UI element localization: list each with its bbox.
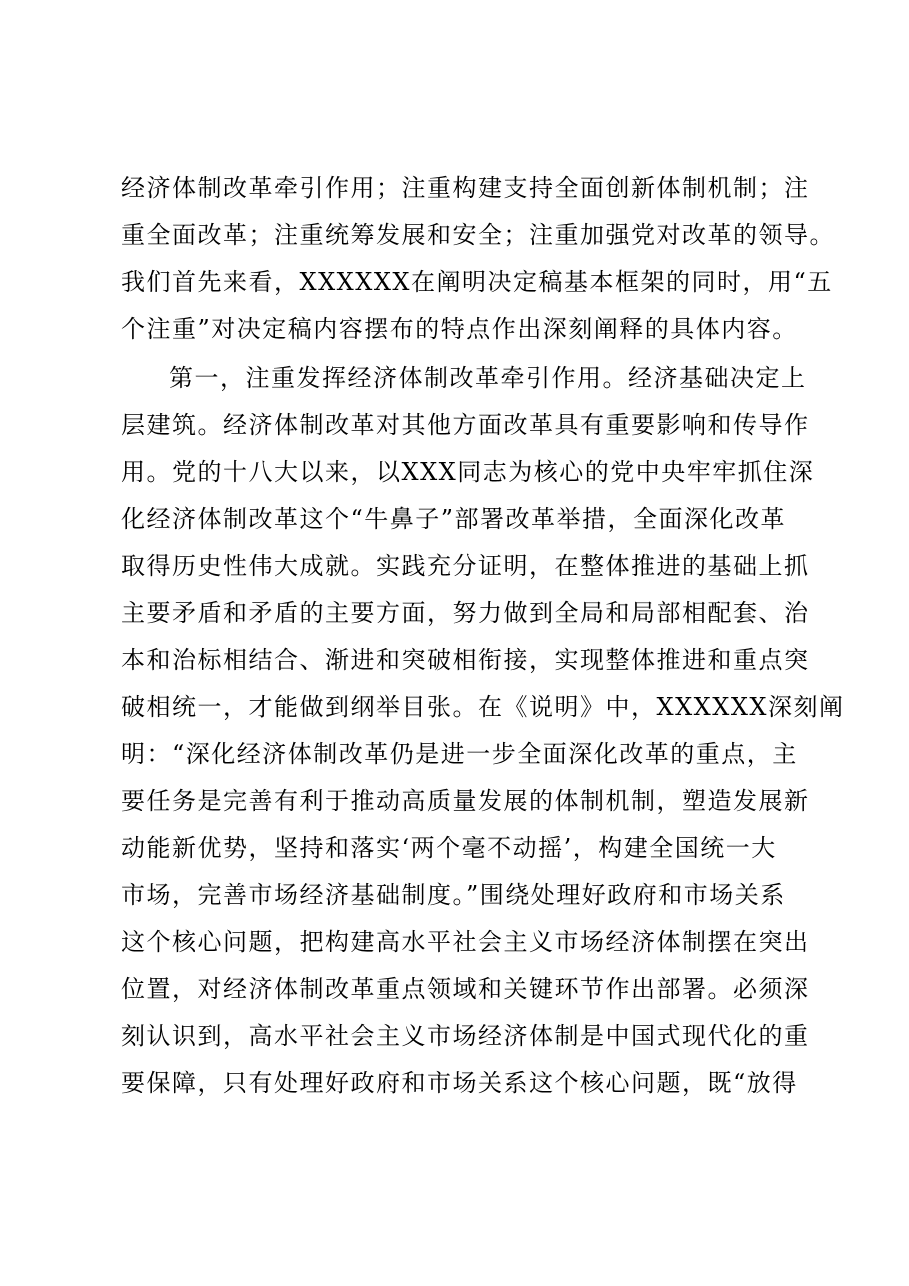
- text-line: 我们首先来看，XXXXXX在阐明决定稿基本框架的同时，用“五: [121, 268, 833, 296]
- text-line: 个注重”对决定稿内容摆布的特点作出深刻阐释的具体内容。: [121, 315, 798, 343]
- paragraph-first-line: 第一，注重发挥经济体制改革牵引作用。经济基础决定上: [169, 364, 807, 392]
- text-line: 层建筑。经济体制改革对其他方面改革具有重要影响和传导作: [121, 411, 810, 439]
- text-line: 位置，对经济体制改革重点领域和关键环节作出部署。必须深: [121, 975, 810, 1003]
- text-line: 要保障，只有处理好政府和市场关系这个核心问题，既“放得: [121, 1069, 798, 1097]
- text-line: 明：“深化经济体制改革仍是进一步全面深化改革的重点，主: [121, 740, 798, 768]
- text-line: 经济体制改革牵引作用；注重构建支持全面创新体制机制；注: [121, 174, 810, 202]
- text-line: 化经济体制改革这个“牛鼻子”部署改革举措，全面深化改革: [121, 505, 787, 533]
- text-line: 这个核心问题，把构建高水平社会主义市场经济体制摆在突出: [121, 928, 810, 956]
- text-line: 要任务是完善有利于推动高质量发展的体制机制，塑造发展新: [121, 787, 810, 815]
- text-line: 动能新优势，坚持和落实‘两个毫不动摇’，构建全国统一大: [121, 834, 777, 862]
- text-line: 取得历史性伟大成就。实践充分证明，在整体推进的基础上抓: [121, 552, 810, 580]
- text-line: 市场，完善市场经济基础制度。”围绕处理好政府和市场关系: [121, 881, 786, 909]
- text-line: 本和治标相结合、渐进和突破相衔接，实现整体推进和重点突: [121, 646, 810, 674]
- text-line: 刻认识到，高水平社会主义市场经济体制是中国式现代化的重: [121, 1022, 810, 1050]
- text-line: 破相统一，才能做到纲举目张。在《说明》中，XXXXXX深刻阐: [121, 693, 845, 721]
- text-line: 主要矛盾和矛盾的主要方面，努力做到全局和局部相配套、治: [121, 599, 810, 627]
- text-line: 重全面改革；注重统筹发展和安全；注重加强党对改革的领导。: [121, 221, 835, 249]
- text-line: 用。党的十八大以来，以XXX同志为核心的党中央牢牢抓住深: [121, 458, 815, 486]
